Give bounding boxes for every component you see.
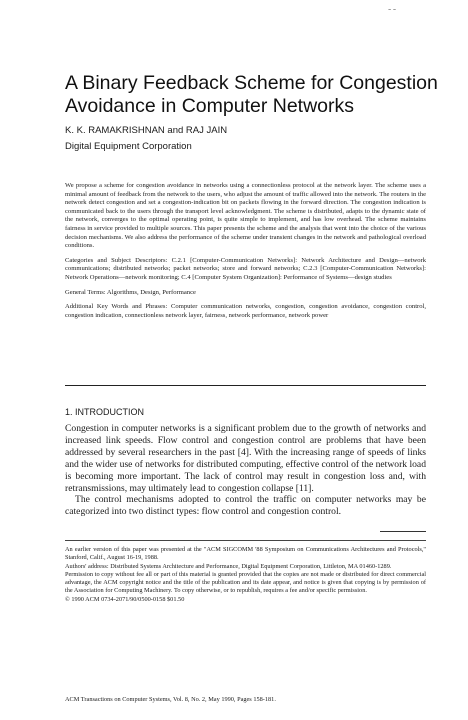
footnote-rule	[65, 540, 426, 541]
copyright-line: © 1990 ACM 0734-2071/90/0500-0158 $01.50	[65, 595, 185, 603]
footnote-short-rule	[380, 531, 426, 532]
scan-mark: – –	[388, 6, 396, 13]
categories-label: Categories and Subject Descriptors:	[65, 256, 168, 264]
general-terms-text: Algorithms, Design, Performance	[106, 288, 196, 296]
categories-paragraph	[65, 257, 426, 283]
categories-text: C.2.1 [Computer-Communication Networks]: Network Architecture and Design—network communications; distributed networks; packet networks; store and forward networks; C.2.3 [Computer-Communication Networks]: Network Operations—network monitoring; C.4 [Computer System Organization]: Performance of Systems—design studies	[65, 256, 427, 281]
footnote-earlier-version: An earlier version of this paper was presented at the "ACM SIGCOMM '88 Symposium on Communications Architectures and Protocols," Stanford, Calif., August 16-19, 1988.	[65, 546, 426, 562]
section-heading: 1. INTRODUCTION	[65, 407, 145, 417]
section-divider	[65, 385, 426, 386]
abstract-block	[65, 182, 426, 326]
abstract-text: We propose a scheme for congestion avoidance in networks using a connectionless protocol at the network layer. The scheme uses a minimal amount of feedback from the network to the users, who adjust the amount of traffic allowed into the network. The routers in the network detect congestion and set a congestion-indication bit on packets flowing in the forward direction. The congestion indication is communicated back to the users through the transport level acknowledgment. The scheme is distributed, adapts to the dynamic state of the network, converges to the optimal operating point, is quite simple to implement, and has low overhead. The scheme maintains fairness in service provided to multiple sources. This paper presents the scheme and the analysis that went into the choice of the various decision mechanisms. We also address the performance of the scheme under transient changes in the network and pathological overload conditions.	[65, 182, 426, 250]
footnotes	[65, 546, 426, 604]
author-affiliation: Digital Equipment Corporation	[65, 141, 192, 152]
keywords-paragraph	[65, 303, 426, 320]
intro-paragraph-2: The control mechanisms adopted to control the traffic on computer networks may be categorized into two distinct types: flow control and congestion control.	[65, 494, 426, 518]
footnote-address: Authors' address: Distributed Systems Architecture and Performance, Digital Equipment Corporation, Littleton, MA 01460-1289.	[65, 562, 392, 570]
keywords-label: Additional Key Words and Phrases:	[65, 303, 168, 311]
keywords-text: Computer communication networks, congestion, congestion avoidance, congestion control, congestion indication, connectionless network layer, fairness, network performance, network power	[65, 303, 426, 319]
journal-citation: ACM Transactions on Computer Systems, Vol. 8, No. 2, May 1990, Pages 158-181.	[65, 696, 276, 703]
intro-paragraph-1: Congestion in computer networks is a significant problem due to the growth of networks and increased link speeds. Flow control and congestion control are problems that have been addressed by several researchers in the past [4]. With the increasing range of speeds of links and the wider use of networks for distributed computing, effective control of the network load is becoming more important. The lack of control may result in congestion loss and, with retransmissions, may ultimately lead to congestion collapse [11].	[65, 423, 426, 494]
paper-title: A Binary Feedback Scheme for Congestion Avoidance in Computer Networks	[65, 72, 438, 117]
intro-body	[65, 423, 426, 518]
general-terms-paragraph	[65, 289, 426, 298]
general-terms-label: General Terms:	[65, 288, 106, 296]
footnote-permission: Permission to copy without fee all or part of this material is granted provided that the copies are not made or distributed for direct commercial advantage, the ACM copyright notice and the title of the publication and its date appear, and notice is given that copying is by permission of the Association for Computing Machinery. To copy otherwise, or to republish, requires a fee and/or specific permission.	[65, 570, 426, 595]
paper-authors: K. K. RAMAKRISHNAN and RAJ JAIN	[65, 125, 228, 136]
